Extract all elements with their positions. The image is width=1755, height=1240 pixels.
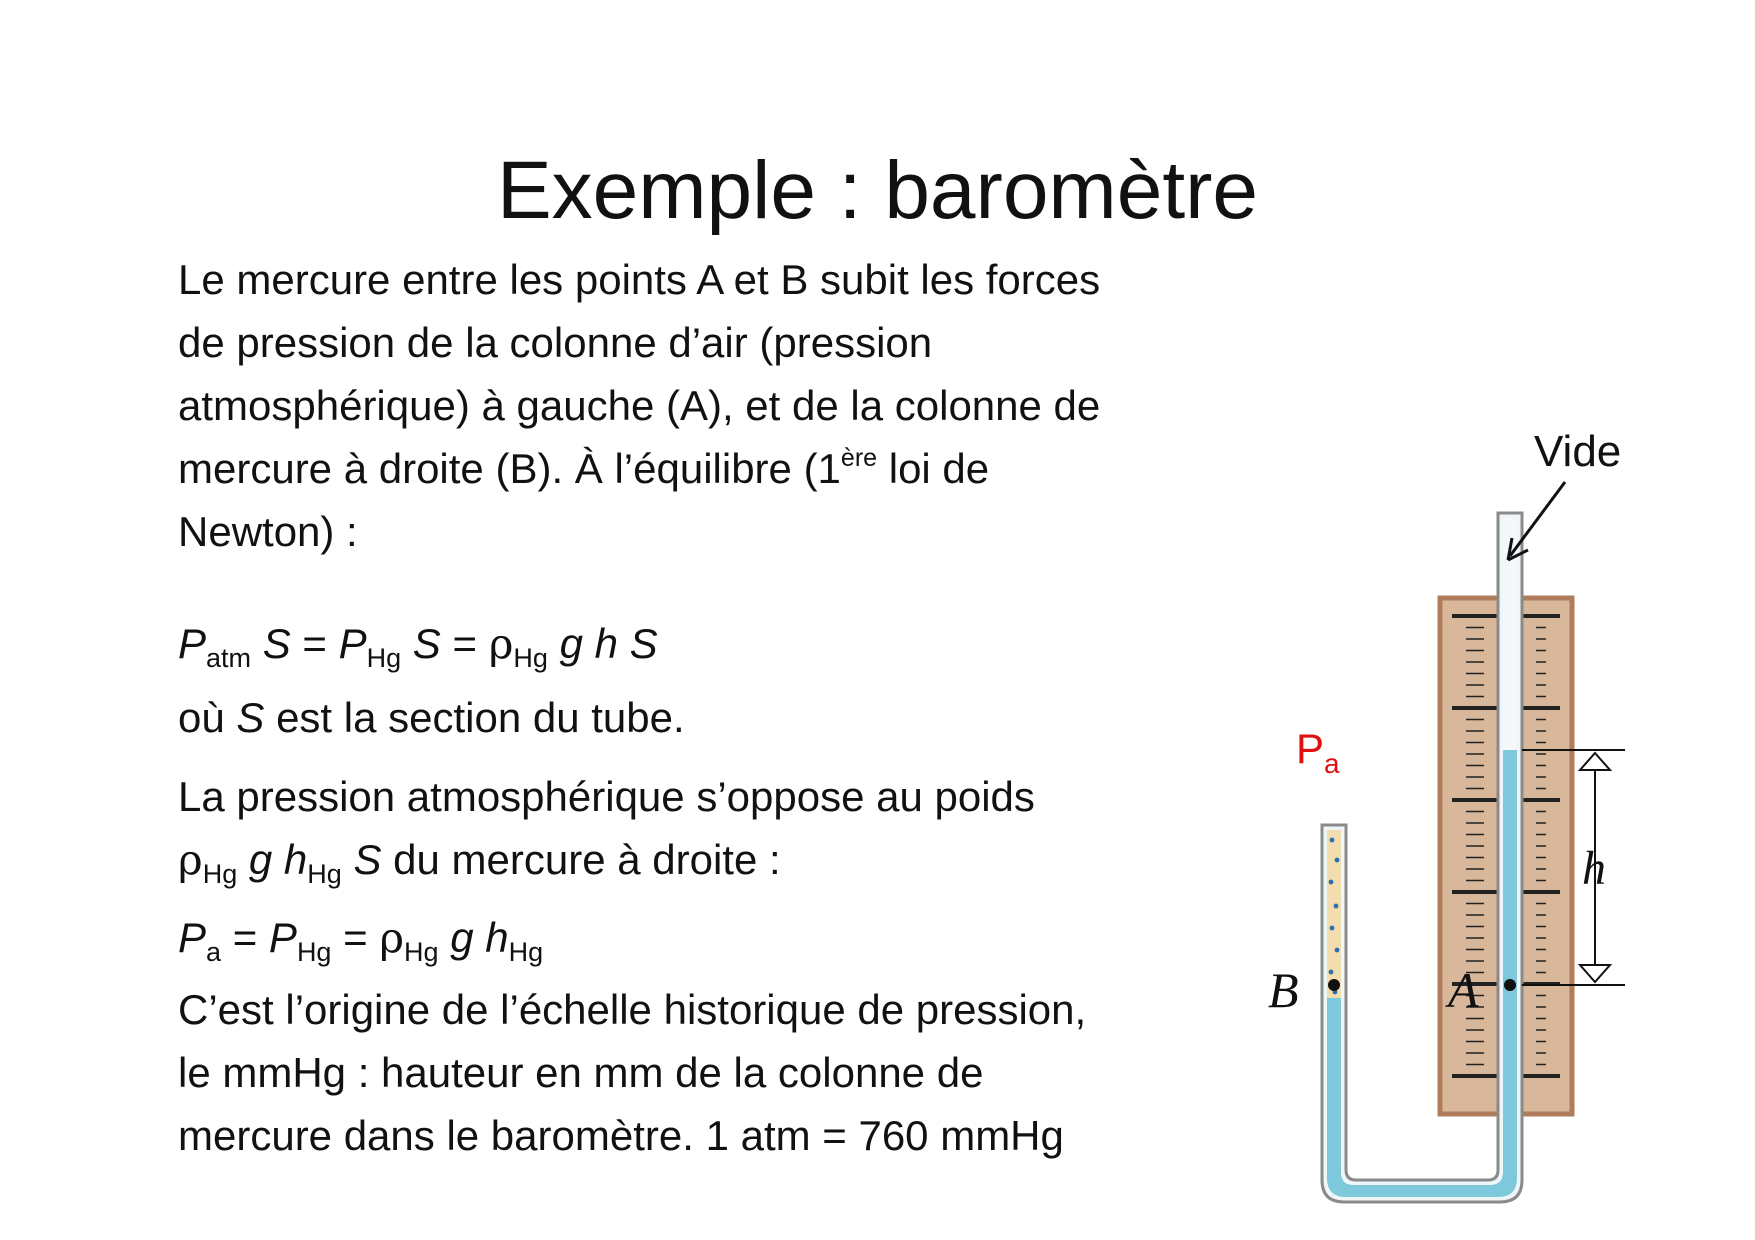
eq-subscript: Hg bbox=[307, 859, 342, 889]
ordinal-superscript: ère bbox=[840, 444, 878, 472]
pressure-line-2: du mercure à droite : bbox=[381, 836, 781, 883]
eq-symbol: h bbox=[485, 914, 509, 961]
eq-symbol-rho: ρ bbox=[178, 835, 203, 884]
intro-paragraph bbox=[178, 248, 1258, 563]
eq-subscript: Hg bbox=[513, 643, 548, 673]
eq-symbol: S bbox=[236, 694, 265, 741]
intro-line-4a: mercure à droite (B). À l’équilibre (1 bbox=[178, 445, 841, 492]
mmhg-line-3: mercure dans le baromètre. 1 atm = 760 mmHg bbox=[178, 1112, 1064, 1159]
intro-line-3: atmosphérique) à gauche (A), et de la colonne de bbox=[178, 382, 1101, 429]
eq-symbol: P bbox=[178, 914, 207, 961]
eq-symbol: g bbox=[237, 836, 284, 883]
eq-operator: = bbox=[221, 914, 269, 961]
mmhg-line-1: C’est l’origine de l’échelle historique de pression, bbox=[178, 986, 1087, 1033]
eq-symbol-rho: ρ bbox=[488, 619, 514, 668]
mmhg-paragraph bbox=[178, 978, 1258, 1167]
eq-symbol: P bbox=[268, 914, 297, 961]
eq-symbol: S bbox=[341, 836, 382, 883]
intro-line-1: Le mercure entre les points A et B subit les forces bbox=[178, 256, 1101, 303]
eq-symbol: S bbox=[251, 620, 291, 667]
section-definition bbox=[178, 686, 1258, 749]
equation-pa bbox=[178, 906, 1258, 969]
eq-symbol: S bbox=[401, 620, 441, 667]
eq-operator: = bbox=[290, 620, 339, 667]
eq-symbol-rho: ρ bbox=[379, 913, 405, 962]
eq-subscript: Hg bbox=[404, 937, 439, 967]
eq-symbol: g h S bbox=[547, 620, 658, 667]
eq-subscript: atm bbox=[206, 643, 252, 673]
h-arrow-top bbox=[1580, 753, 1610, 770]
pa-label-sub: a bbox=[1324, 748, 1340, 779]
point-b-dot bbox=[1328, 979, 1340, 991]
pa-label-main: P bbox=[1296, 725, 1325, 772]
h-arrow-bottom bbox=[1580, 965, 1610, 982]
eq-symbol: P bbox=[338, 620, 367, 667]
eq-symbol: g bbox=[438, 914, 486, 961]
point-a-label: A bbox=[1448, 962, 1479, 1018]
section-text: est la section du tube. bbox=[264, 694, 685, 741]
h-label: h bbox=[1582, 842, 1606, 895]
vide-label: Vide bbox=[1534, 427, 1622, 476]
pa-label bbox=[1296, 725, 1340, 779]
intro-line-5: Newton) : bbox=[178, 508, 358, 555]
intro-line-4b: loi de bbox=[877, 445, 990, 492]
equation-equilibrium bbox=[178, 612, 1258, 675]
eq-subscript: Hg bbox=[508, 937, 544, 967]
eq-symbol: P bbox=[178, 620, 207, 667]
mmhg-line-2: le mmHg : hauteur en mm de la colonne de bbox=[178, 1049, 984, 1096]
pressure-paragraph bbox=[178, 765, 1258, 891]
point-b-label: B bbox=[1268, 962, 1299, 1018]
pressure-line-1: La pression atmosphérique s’oppose au poids bbox=[178, 773, 1035, 820]
eq-subscript: Hg bbox=[366, 643, 402, 673]
page-title: Exemple : baromètre bbox=[496, 145, 1259, 236]
eq-operator: = bbox=[440, 620, 489, 667]
eq-symbol: h bbox=[283, 836, 308, 883]
point-a-dot bbox=[1504, 979, 1516, 991]
eq-operator: = bbox=[331, 914, 380, 961]
barometer-drawing bbox=[1240, 420, 1660, 1220]
eq-subscript: Hg bbox=[202, 859, 238, 889]
intro-line-2: de pression de la colonne d’air (pression bbox=[178, 319, 933, 366]
section-text: où bbox=[178, 694, 237, 741]
eq-subscript: a bbox=[206, 937, 222, 967]
eq-subscript: Hg bbox=[296, 937, 332, 967]
barometer-figure bbox=[1240, 420, 1660, 1220]
